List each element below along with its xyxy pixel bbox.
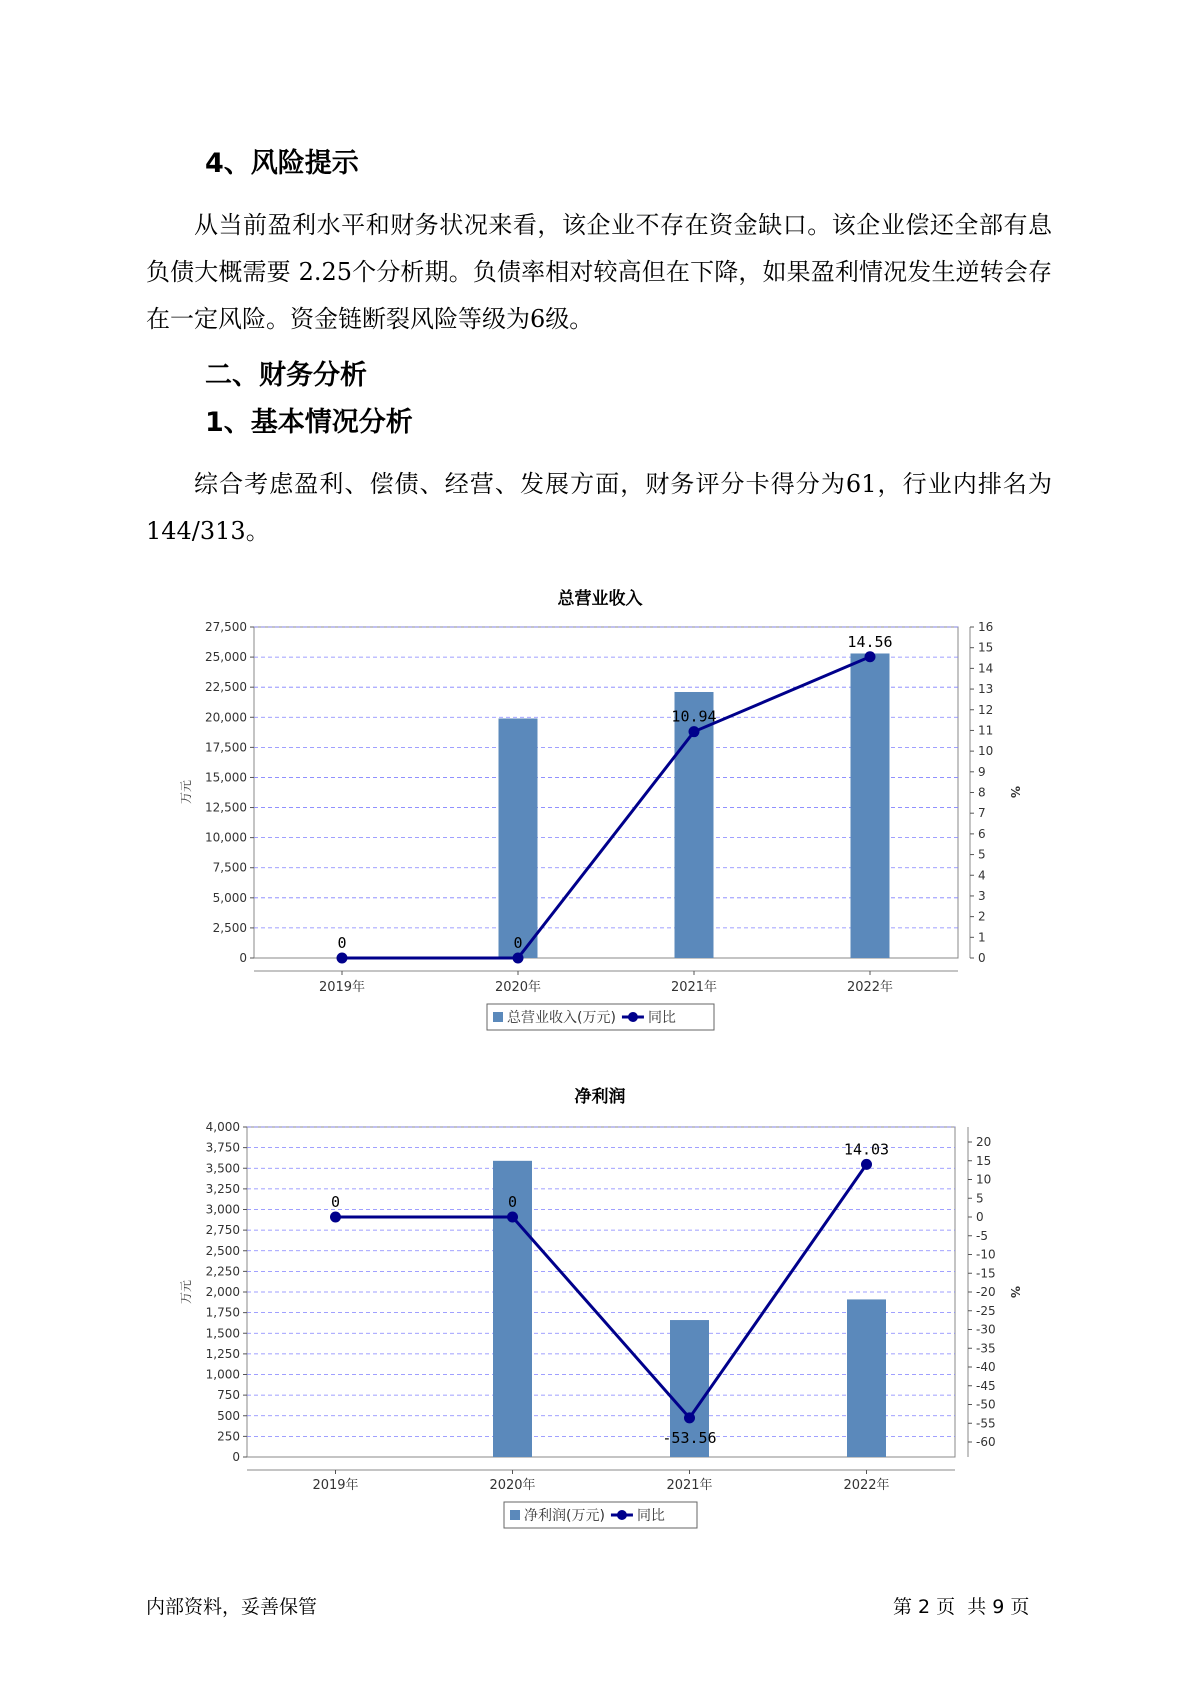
y2-tick-label: -45 <box>976 1378 996 1393</box>
y2-tick-label: 14 <box>978 661 994 676</box>
y2-axis-title: % <box>1008 1285 1022 1299</box>
y2-tick-label: 4 <box>978 868 986 883</box>
legend-line-marker <box>617 1510 627 1520</box>
y2-tick-label: 3 <box>978 888 986 903</box>
y2-tick-label: 12 <box>978 702 994 717</box>
x-tick-label: 2020年 <box>494 980 542 995</box>
legend-bar-swatch <box>510 1510 520 1520</box>
y2-tick-label: 0 <box>976 1210 984 1224</box>
y-tick-label: 1,500 <box>205 1326 240 1341</box>
y-tick-label: 1,750 <box>205 1305 240 1320</box>
y-tick-label: 12,500 <box>205 800 247 815</box>
data-label: 0 <box>513 934 523 952</box>
y-tick-label: 20,000 <box>205 710 247 725</box>
y-tick-label: 1,000 <box>205 1367 240 1382</box>
y-tick-label: 750 <box>217 1388 240 1403</box>
footer-confidential: 内部资料，妥善保管 <box>146 1596 318 1618</box>
y-tick-label: 2,500 <box>205 1243 240 1258</box>
data-label: 10.94 <box>671 707 717 726</box>
y2-tick-label: -5 <box>976 1228 988 1243</box>
y2-tick-label: -30 <box>976 1322 996 1337</box>
y2-tick-label: -35 <box>976 1341 996 1356</box>
basic-analysis-paragraph: 综合考虑盈利、偿债、经营、发展方面，财务评分卡得分为61，行业内排名为144/313。 <box>146 470 1052 545</box>
y2-tick-label: -55 <box>976 1416 996 1431</box>
data-label: 14.03 <box>843 1140 890 1159</box>
y2-tick-label: 10 <box>978 744 994 759</box>
y-tick-label: 1,250 <box>205 1346 240 1361</box>
data-label: 0 <box>337 934 347 952</box>
x-tick-label: 2021年 <box>666 1478 713 1493</box>
profit-chart-title: 净利润 <box>574 1087 626 1107</box>
x-tick-label: 2019年 <box>318 980 366 995</box>
footer-page-number: 第 2 页 共 9 页 <box>893 1596 1030 1618</box>
y2-tick-label: -60 <box>976 1435 996 1449</box>
y-tick-label: 250 <box>217 1429 240 1444</box>
y-tick-label: 0 <box>232 1450 240 1464</box>
line-point <box>507 1212 518 1223</box>
legend-line-label: 同比 <box>636 1508 665 1524</box>
y2-tick-label: 10 <box>976 1172 992 1187</box>
y-tick-label: 10,000 <box>205 830 247 845</box>
y2-tick-label: -50 <box>976 1397 996 1412</box>
x-tick-label: 2022年 <box>843 1478 890 1493</box>
y-tick-label: 2,500 <box>212 920 247 935</box>
y2-tick-label: 2 <box>978 909 986 924</box>
y2-tick-label: -15 <box>976 1266 996 1281</box>
y-axis-title: 万元 <box>179 1279 193 1305</box>
data-label: 0 <box>507 1193 518 1211</box>
y-axis-title: 万元 <box>179 779 193 805</box>
y-tick-label: 25,000 <box>205 650 247 665</box>
y-tick-label: 3,750 <box>205 1140 240 1155</box>
y2-tick-label: 1 <box>978 930 986 945</box>
y-tick-label: 3,250 <box>205 1181 240 1196</box>
y-tick-label: 4,000 <box>205 1120 240 1134</box>
y2-tick-label: 16 <box>978 620 994 634</box>
line-series <box>336 1164 867 1417</box>
y2-tick-label: 15 <box>978 640 994 655</box>
y2-tick-label: -20 <box>976 1285 996 1299</box>
y2-tick-label: 6 <box>978 826 986 841</box>
y2-tick-label: 7 <box>978 806 986 821</box>
y2-tick-label: 8 <box>978 785 986 800</box>
y-tick-label: 17,500 <box>205 740 247 755</box>
y2-tick-label: 13 <box>978 682 994 697</box>
y-tick-label: 3,500 <box>205 1161 240 1176</box>
y-tick-label: 500 <box>217 1408 240 1423</box>
risk-paragraph: 从当前盈利水平和财务状况来看，该企业不存在资金缺口。该企业偿还全部有息负债大概需要 2.25个分析期。负债率相对较高但在下降，如果盈利情况发生逆转会存在一定风险。资金链断裂风险等级为6级。 <box>146 211 1052 333</box>
x-tick-label: 2022年 <box>846 980 894 995</box>
x-tick-label: 2020年 <box>489 1478 536 1493</box>
revenue-chart-title: 总营业收入 <box>557 589 643 609</box>
y-tick-label: 3,000 <box>205 1202 240 1217</box>
y2-tick-label: 11 <box>978 723 994 738</box>
y-tick-label: 22,500 <box>205 680 247 695</box>
y2-tick-label: 0 <box>978 951 986 965</box>
bar <box>847 1299 886 1457</box>
y-tick-label: 2,250 <box>205 1264 240 1279</box>
y2-tick-label: 9 <box>978 764 986 779</box>
y2-tick-label: -25 <box>976 1303 996 1318</box>
basic-analysis-heading: 1、基本情况分析 <box>205 407 413 438</box>
line-point <box>861 1159 872 1170</box>
y-tick-label: 27,500 <box>205 620 247 634</box>
y2-tick-label: -40 <box>976 1360 996 1374</box>
data-label: -53.56 <box>662 1428 717 1447</box>
y-tick-label: 0 <box>239 951 247 965</box>
x-tick-label: 2021年 <box>670 980 718 995</box>
y-tick-label: 5,000 <box>212 890 247 905</box>
y2-tick-label: 5 <box>978 847 986 862</box>
risk-heading: 4、风险提示 <box>205 148 359 179</box>
y2-axis-title: % <box>1008 785 1022 799</box>
y2-tick-label: -10 <box>976 1247 996 1262</box>
y2-tick-label: 5 <box>976 1191 984 1206</box>
y-tick-label: 15,000 <box>205 770 247 785</box>
data-label: 0 <box>330 1193 341 1211</box>
line-point <box>330 1212 341 1223</box>
finance-heading: 二、财务分析 <box>205 360 367 391</box>
legend-bar-label: 总营业收入(万元) <box>507 1010 616 1026</box>
y-tick-label: 7,500 <box>212 860 247 875</box>
x-tick-label: 2019年 <box>312 1478 359 1493</box>
y2-tick-label: 20 <box>976 1135 992 1149</box>
y2-tick-label: 15 <box>976 1153 992 1168</box>
legend-bar-label: 净利润(万元) <box>524 1508 605 1524</box>
y-tick-label: 2,000 <box>205 1285 240 1299</box>
data-label: 14.56 <box>847 632 893 651</box>
y-tick-label: 2,750 <box>205 1223 240 1238</box>
line-point <box>684 1412 695 1423</box>
legend-line-label: 同比 <box>647 1010 676 1026</box>
